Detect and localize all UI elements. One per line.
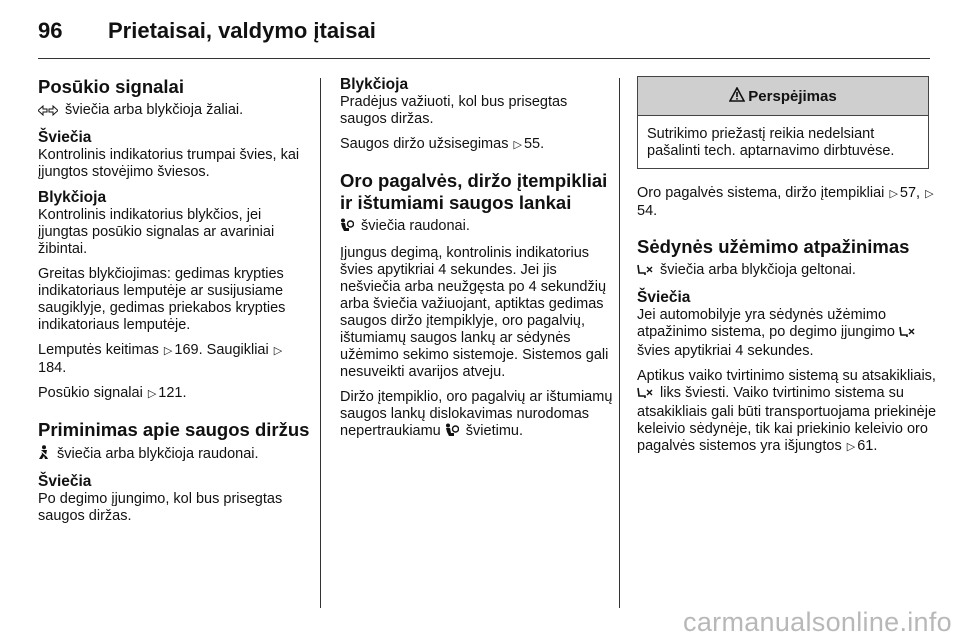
period: . xyxy=(62,360,67,376)
blink-paragraph-2: Pradėjus važiuoti, kol bus prisegtas saugos diržas. xyxy=(340,94,568,127)
airbag-paragraph-1: Įjungus degimą, kontrolinis indikatorius švies apytikriai 4 sekundes. Jei jis nešviečia arba neužgęsta po 4 sekundžių arba šviečia važiuojant, aptiktas gedimas saugos diržo įtempiklyje, oro pagalvių, ištumiamų saugos lankų ar sėdynės užėmimo sekimo sistemoje. Sistemos gali nesuveikti avarijos atveju. xyxy=(340,245,609,380)
seat-occupancy-text: šviečia arba blykčioja geltonai. xyxy=(656,262,856,278)
lit3-text: Jei automobilyje yra sėdynės užėmimo atpažinimo sistema, po degimo įjungimo xyxy=(637,307,895,340)
seat-occupancy-icon xyxy=(899,326,915,343)
column-1 xyxy=(38,76,310,533)
airbag-p2-text: Diržo įtempiklio, oro pagalvių ar ištumiamų saugos lankų dislokavimas nurodomas nepertraukiamu xyxy=(340,389,613,439)
header-rule xyxy=(38,58,930,59)
page-reference-triangle-icon: ▷ xyxy=(925,188,934,200)
system-ref-text: Oro pagalvės sistema, diržo įtempikliai xyxy=(637,185,885,201)
bulb-ref-text: Lemputės keitimas xyxy=(38,342,159,358)
page-reference-triangle-icon: ▷ xyxy=(273,345,283,357)
page-reference-triangle-icon: ▷ xyxy=(846,441,856,453)
bulb-ref-link[interactable]: 169 xyxy=(174,342,199,358)
bulb-replacement-paragraph xyxy=(38,342,310,377)
heading-seatbelt-reminder: Priminimas apie saugos diržus xyxy=(38,419,310,440)
period: . xyxy=(653,203,658,219)
child-text: Aptikus vaiko tvirtinimo sistemą su atsakikliais, xyxy=(637,368,936,384)
warning-text: Sutrikimo priežastį reikia nedelsiant pašalinti tech. aptarnavimo dirbtuvėse. xyxy=(647,126,895,159)
page-number: 96 xyxy=(38,18,63,43)
heading-lit-2: Šviečia xyxy=(38,473,92,490)
page-header xyxy=(38,14,930,54)
heading-turn-signals: Posūkio signalai xyxy=(38,76,184,97)
turn-ref-text: Posūkio signalai xyxy=(38,385,143,401)
lit3-end: švies apytikriai 4 sekundes. xyxy=(637,343,814,359)
airbag-red-paragraph xyxy=(340,218,615,237)
turn-ref-link[interactable]: 121 xyxy=(158,385,183,401)
heading-airbags: Oro pagalvės, diržo įtempikliai ir ištumiami saugos lankai xyxy=(340,170,608,213)
turn-signal-reference-paragraph xyxy=(38,385,310,403)
airbag-paragraph-2 xyxy=(340,389,615,442)
fuse-ref-link[interactable]: 184 xyxy=(38,360,63,376)
page-reference-triangle-icon: ▷ xyxy=(889,188,898,200)
system-reference-paragraph xyxy=(637,185,937,220)
fasten-reference-paragraph xyxy=(340,136,615,154)
airbag-red-text: šviečia raudonai. xyxy=(357,218,470,234)
heading-blink-1: Blykčioja xyxy=(38,189,107,206)
column-divider-1 xyxy=(320,78,321,608)
child-seat-paragraph xyxy=(637,368,937,456)
turn-signal-text: šviečia arba blykčioja žaliai. xyxy=(61,102,244,118)
heading-lit-1: Šviečia xyxy=(38,129,92,146)
blink-paragraph-1: Kontrolinis indikatorius blykčios, jei įjungtas posūkio signalas ar avariniai žibintai. xyxy=(38,207,275,257)
seat-occupancy-paragraph xyxy=(637,262,937,281)
heading-seat-occupancy: Sėdynės užėmimo atpažinimas xyxy=(637,236,910,257)
comma: , xyxy=(916,185,921,201)
child-ref-link[interactable]: 61 xyxy=(857,438,874,454)
column-divider-2 xyxy=(619,78,620,608)
fast-blink-paragraph: Greitas blykčiojimas: gedimas krypties indikatoriaus lemputėje ar susijusiame saugiklyje, gedimas priekabos krypties indikatoriaus lemputėje. xyxy=(38,266,286,333)
lit-paragraph-2: Po degimo įjungimo, kol bus prisegtas saugos diržas. xyxy=(38,491,283,524)
fasten-ref-text: Saugos diržo užsisegimas xyxy=(340,136,509,152)
lit-paragraph-1: Kontrolinis indikatorius trumpai švies, kai įjungtos stovėjimo šviesos. xyxy=(38,147,300,180)
period: . xyxy=(182,385,187,401)
heading-lit-3: Šviečia xyxy=(637,289,691,306)
column-3 xyxy=(637,76,937,464)
page-reference-triangle-icon: ▷ xyxy=(513,139,522,151)
fasten-ref-link[interactable]: 55 xyxy=(523,136,541,152)
page-reference-triangle-icon: ▷ xyxy=(163,345,173,357)
seat-occupancy-icon xyxy=(637,387,653,404)
column-2 xyxy=(340,76,615,450)
lit-paragraph-3 xyxy=(637,307,937,360)
airbag-icon xyxy=(340,218,354,237)
warning-title: Perspėjimas xyxy=(748,87,837,105)
warning-box xyxy=(637,76,929,169)
warning-header xyxy=(638,77,928,116)
seatbelt-person-icon xyxy=(38,445,50,465)
page-reference-triangle-icon: ▷ xyxy=(147,388,157,400)
period: . xyxy=(540,136,545,152)
system-ref-link-1[interactable]: 57 xyxy=(899,185,917,201)
airbag-p2-end: švietimu. xyxy=(461,423,524,439)
system-ref-link-2[interactable]: 54 xyxy=(637,203,654,219)
turn-signal-arrows-icon xyxy=(38,104,58,121)
seat-occupancy-icon xyxy=(637,264,653,281)
heading-blink-2: Blykčioja xyxy=(340,76,409,93)
airbag-icon xyxy=(445,423,459,442)
page-title: Prietaisai, valdymo įtaisai xyxy=(108,18,376,43)
seatbelt-paragraph xyxy=(38,445,310,465)
warning-triangle-icon xyxy=(729,87,745,106)
period: . xyxy=(873,438,878,454)
fuse-ref-text: . Saugikliai xyxy=(198,342,269,358)
watermark: carmanualsonline.info xyxy=(683,607,952,637)
seatbelt-text: šviečia arba blykčioja raudonai. xyxy=(53,446,259,462)
turn-signal-paragraph xyxy=(38,102,310,121)
child-mid: liks šviesti. Vaiko tvirtinimo sistema su atsakikliais gali būti transportuojama priekinėje keleivio sėdynėje, tik kai priekinio keleivio oro pagalvės sistemos yra išjungtos xyxy=(637,385,937,454)
